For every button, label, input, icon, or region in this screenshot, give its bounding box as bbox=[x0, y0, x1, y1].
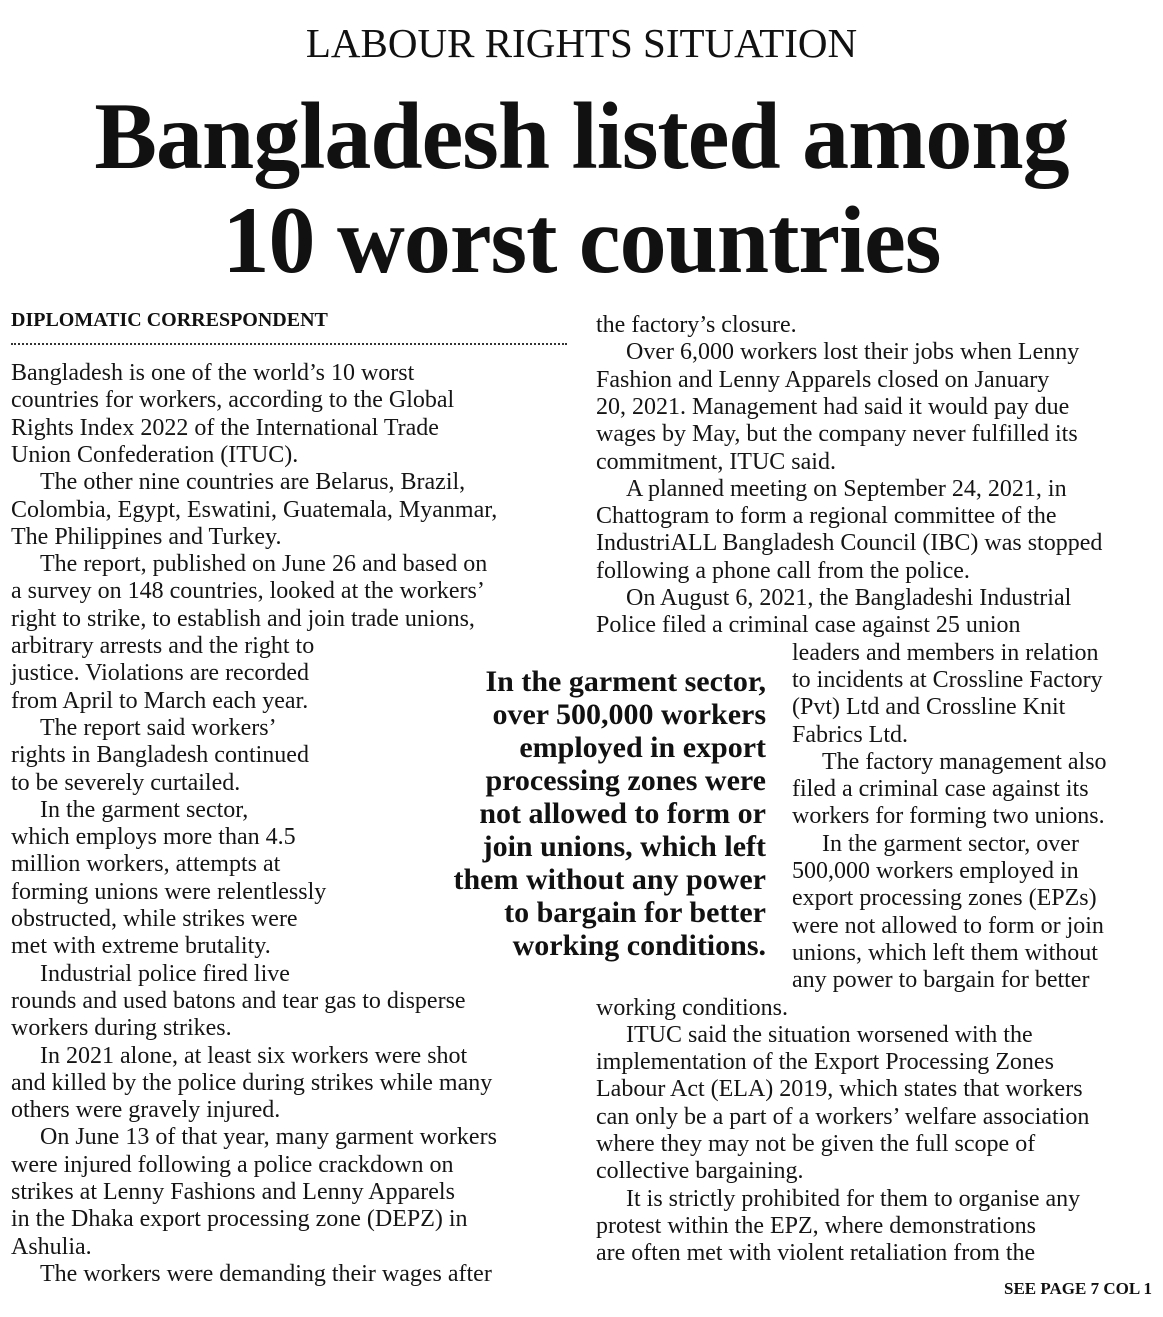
body-line: On June 13 of that year, many garment workers bbox=[40, 1124, 497, 1151]
pull-quote-line: join unions, which left bbox=[482, 830, 766, 863]
body-line: It is strictly prohibited for them to organise any bbox=[626, 1185, 1081, 1212]
body-line: strikes at Lenny Fashions and Lenny Apparels bbox=[11, 1179, 455, 1205]
body-line: filed a criminal case against its bbox=[792, 776, 1089, 803]
body-line: IndustriALL Bangladesh Council (IBC) was stopped bbox=[596, 530, 1103, 557]
body-line: collective bargaining. bbox=[596, 1158, 804, 1185]
body-line: The Philippines and Turkey. bbox=[11, 523, 282, 550]
body-line: (Pvt) Ltd and Crossline Knit bbox=[792, 694, 1066, 721]
pull-quote-line: to bargain for better bbox=[504, 896, 766, 929]
body-line: The other nine countries are Belarus, Brazil, bbox=[40, 469, 466, 496]
headline bbox=[0, 84, 1163, 292]
body-line: following a phone call from the police. bbox=[596, 557, 970, 584]
body-line: workers during strikes. bbox=[11, 1015, 232, 1042]
body-line: Over 6,000 workers lost their jobs when Lenny bbox=[626, 339, 1080, 366]
body-line: and killed by the police during strikes while many bbox=[11, 1069, 493, 1096]
body-line: implementation of the Export Processing Zones bbox=[596, 1049, 1054, 1076]
body-line: The report said workers’ bbox=[40, 714, 277, 741]
body-line: from April to March each year. bbox=[11, 687, 309, 714]
body-line: are often met with violent retaliation from the bbox=[596, 1240, 1036, 1267]
body-line: Union Confederation (ITUC). bbox=[11, 441, 299, 468]
kicker: LABOUR RIGHTS SITUATION bbox=[305, 20, 858, 66]
body-line: others were gravely injured. bbox=[11, 1097, 281, 1124]
body-line: The factory management also bbox=[822, 748, 1107, 775]
body-line: Industrial police fired live bbox=[40, 960, 290, 987]
body-line: where they may not be given the full scope of bbox=[596, 1131, 1036, 1157]
body-line: in the Dhaka export processing zone (DEPZ) in bbox=[11, 1206, 468, 1233]
body-line: Rights Index 2022 of the International Trade bbox=[11, 414, 439, 441]
body-line: Chattogram to form a regional committee of the bbox=[596, 503, 1057, 530]
body-line: unions, which left them without bbox=[792, 939, 1098, 966]
body-line: any power to bargain for better bbox=[792, 967, 1090, 994]
body-line: workers for forming two unions. bbox=[792, 803, 1105, 830]
body-line: rounds and used batons and tear gas to disperse bbox=[11, 987, 466, 1014]
headline-line-1: Bangladesh listed among bbox=[94, 83, 1069, 189]
pull-quote-line: employed in export bbox=[519, 731, 766, 764]
body-line: export processing zones (EPZs) bbox=[792, 885, 1097, 912]
body-line: In 2021 alone, at least six workers were shot bbox=[40, 1042, 468, 1069]
pull-quote-line: In the garment sector, bbox=[485, 665, 766, 698]
pull-quote-line: over 500,000 workers bbox=[492, 698, 766, 731]
jump-line: SEE PAGE 7 COL 1 bbox=[1004, 1279, 1152, 1298]
body-line: which employs more than 4.5 bbox=[11, 824, 296, 851]
body-line: to be severely curtailed. bbox=[11, 769, 241, 796]
body-line: In the garment sector, bbox=[40, 796, 249, 823]
pull-quote-line: not allowed to form or bbox=[479, 797, 766, 830]
body-line: 20, 2021. Management had said it would pay due bbox=[596, 393, 1070, 420]
body-line: 500,000 workers employed in bbox=[792, 858, 1079, 884]
body-line: Fabrics Ltd. bbox=[792, 721, 908, 748]
body-line: arbitrary arrests and the right to bbox=[11, 633, 315, 659]
byline-divider bbox=[11, 343, 567, 345]
pull-quote-line: processing zones were bbox=[485, 764, 766, 797]
body-line: obstructed, while strikes were bbox=[11, 906, 298, 932]
body-line: to incidents at Crossline Factory bbox=[792, 666, 1103, 693]
body-line: Fashion and Lenny Apparels closed on January bbox=[596, 366, 1050, 393]
body-line: were not allowed to form or join bbox=[792, 912, 1104, 939]
body-line: Colombia, Egypt, Eswatini, Guatemala, Myanmar, bbox=[11, 496, 498, 523]
body-line: In the garment sector, over bbox=[822, 830, 1079, 857]
body-line: Ashulia. bbox=[11, 1233, 92, 1260]
body-line: rights in Bangladesh continued bbox=[11, 742, 309, 769]
pull-quote-line: them without any power bbox=[453, 863, 766, 896]
body-line: commitment, ITUC said. bbox=[596, 448, 836, 475]
body-line: were injured following a police crackdown on bbox=[11, 1151, 454, 1178]
body-line: Labour Act (ELA) 2019, which states that workers bbox=[596, 1076, 1083, 1103]
pull-quote-line: working conditions. bbox=[512, 929, 766, 962]
headline-line-2: 10 worst countries bbox=[222, 187, 941, 293]
body-line: met with extreme brutality. bbox=[11, 933, 271, 960]
byline: DIPLOMATIC CORRESPONDENT bbox=[11, 309, 328, 331]
body-line: justice. Violations are recorded bbox=[11, 660, 310, 687]
body-line: The report, published on June 26 and based on bbox=[40, 551, 488, 578]
body-line: The workers were demanding their wages after bbox=[40, 1260, 492, 1287]
body-line: the factory’s closure. bbox=[596, 312, 797, 338]
body-line: wages by May, but the company never fulfilled its bbox=[596, 421, 1078, 448]
body-line: leaders and members in relation bbox=[792, 639, 1099, 666]
body-line: On August 6, 2021, the Bangladeshi Industrial bbox=[626, 585, 1072, 611]
body-line: Police filed a criminal case against 25 union bbox=[596, 612, 1021, 639]
body-line: a survey on 148 countries, looked at the workers’ bbox=[11, 578, 485, 605]
body-line: protest within the EPZ, where demonstrations bbox=[596, 1212, 1036, 1239]
body-line: can only be a part of a workers’ welfare association bbox=[596, 1103, 1090, 1130]
body-line: Bangladesh is one of the world’s 10 worst bbox=[11, 360, 415, 386]
body-line: countries for workers, according to the Global bbox=[11, 387, 455, 414]
body-line: working conditions. bbox=[596, 994, 788, 1021]
body-line: forming unions were relentlessly bbox=[11, 878, 327, 905]
body-line: A planned meeting on September 24, 2021, in bbox=[626, 475, 1067, 502]
body-line: right to strike, to establish and join trade unions, bbox=[11, 605, 475, 632]
body-line: million workers, attempts at bbox=[11, 851, 281, 878]
body-line: ITUC said the situation worsened with the bbox=[626, 1021, 1033, 1048]
